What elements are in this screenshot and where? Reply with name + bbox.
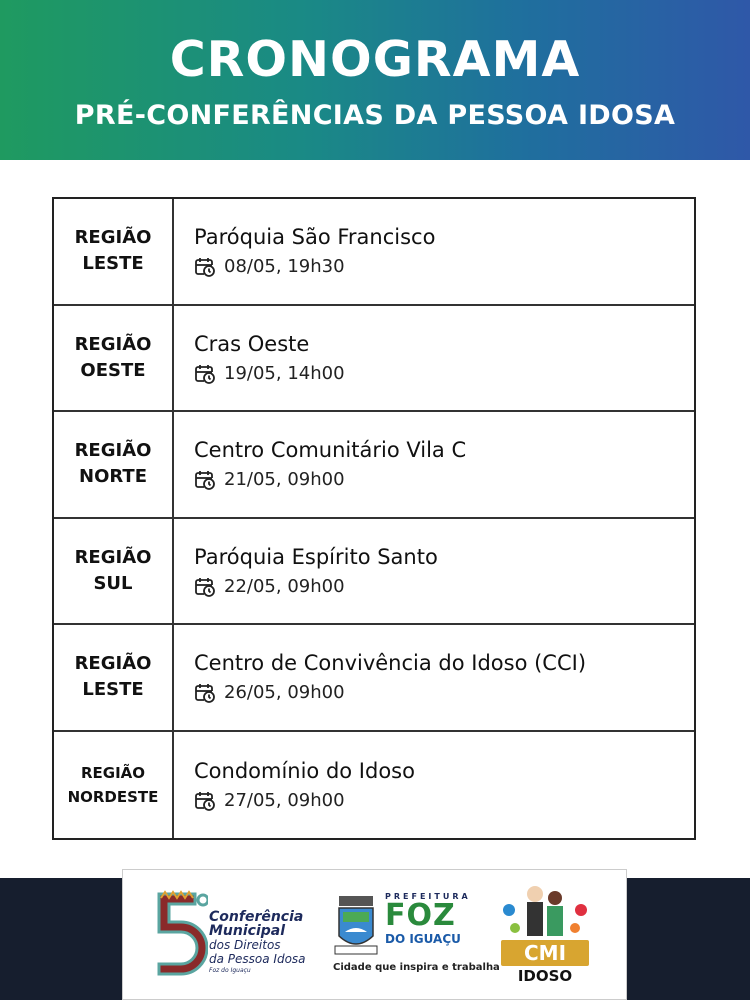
event-place: Cras Oeste [194,331,310,356]
event-info [174,625,694,730]
conference-line4: da Pessoa Idosa [209,952,306,966]
region-name: LESTE [82,253,144,275]
schedule-row [54,199,694,306]
conference-line5: Foz do Iguaçu [209,967,251,974]
event-datetime [194,574,694,600]
elderly-couple-icon [495,884,595,944]
event-datetime [194,680,694,706]
calendar-clock-icon [194,790,216,812]
schedule-row [54,519,694,626]
cmi-label: CMI [501,940,589,966]
event-info [174,306,694,411]
region-cell [54,732,174,839]
region-name: SUL [93,572,133,594]
region-cell [54,199,174,304]
schedule-row [54,732,694,839]
event-info [174,519,694,624]
region-name: OESTE [80,359,146,381]
conference-line2: Municipal [209,923,286,939]
schedule-row [54,625,694,732]
event-info [174,732,694,839]
region-cell [54,519,174,624]
prefeitura-label: PREFEITURA [385,892,471,901]
sponsor-logos [122,869,627,1000]
coat-of-arms-icon [333,896,379,960]
region-label: REGIÃO [74,333,152,355]
region-cell [54,625,174,730]
five-ordinal-icon [153,888,208,978]
schedule-row [54,306,694,413]
region-label: REGIÃO [74,653,152,675]
schedule-table [52,197,696,840]
page-title: CRONOGRAMA [169,31,581,88]
conference-line1: Conferência [209,909,304,925]
calendar-clock-icon [194,576,216,598]
region-label: REGIÃO [80,763,146,782]
conference-line3: dos Direitos [209,938,281,952]
event-date: 26/05, 09h00 [224,682,345,704]
event-datetime [194,361,694,387]
header-banner [0,0,750,160]
calendar-clock-icon [194,256,216,278]
region-label: REGIÃO [74,227,152,249]
calendar-clock-icon [194,682,216,704]
event-place: Paróquia Espírito Santo [194,544,438,569]
cmi-idoso-logo [495,884,595,984]
region-name: NORTE [79,466,147,488]
idoso-label: IDOSO [517,967,573,985]
event-datetime [194,467,694,493]
event-datetime [194,788,694,814]
region-cell [54,412,174,517]
region-label: REGIÃO [74,546,152,568]
event-place: Condomínio do Idoso [194,758,415,783]
schedule-row [54,412,694,519]
calendar-clock-icon [194,363,216,385]
region-name: NORDESTE [67,787,159,806]
prefeitura-logo [333,892,500,982]
prefeitura-tagline: Cidade que inspira e trabalha [333,962,500,973]
event-info [174,199,694,304]
calendar-clock-icon [194,469,216,491]
event-date: 08/05, 19h30 [224,256,345,278]
event-place: Paróquia São Francisco [194,225,436,250]
conference-text [209,910,306,975]
region-label: REGIÃO [74,440,152,462]
event-date: 22/05, 09h00 [224,575,345,597]
event-datetime [194,254,694,280]
page-subtitle: PRÉ-CONFERÊNCIAS DA PESSOA IDOSA [74,100,676,131]
conference-logo [153,888,313,978]
region-name: LESTE [82,679,144,701]
foz-label: FOZ [385,898,456,933]
event-date: 19/05, 14h00 [224,362,345,384]
event-place: Centro Comunitário Vila C [194,438,467,463]
event-place: Centro de Convivência do Idoso (CCI) [194,651,587,676]
event-date: 21/05, 09h00 [224,469,345,491]
iguacu-label: DO IGUAÇU [385,932,461,946]
event-date: 27/05, 09h00 [224,789,345,811]
region-cell [54,306,174,411]
event-info [174,412,694,517]
